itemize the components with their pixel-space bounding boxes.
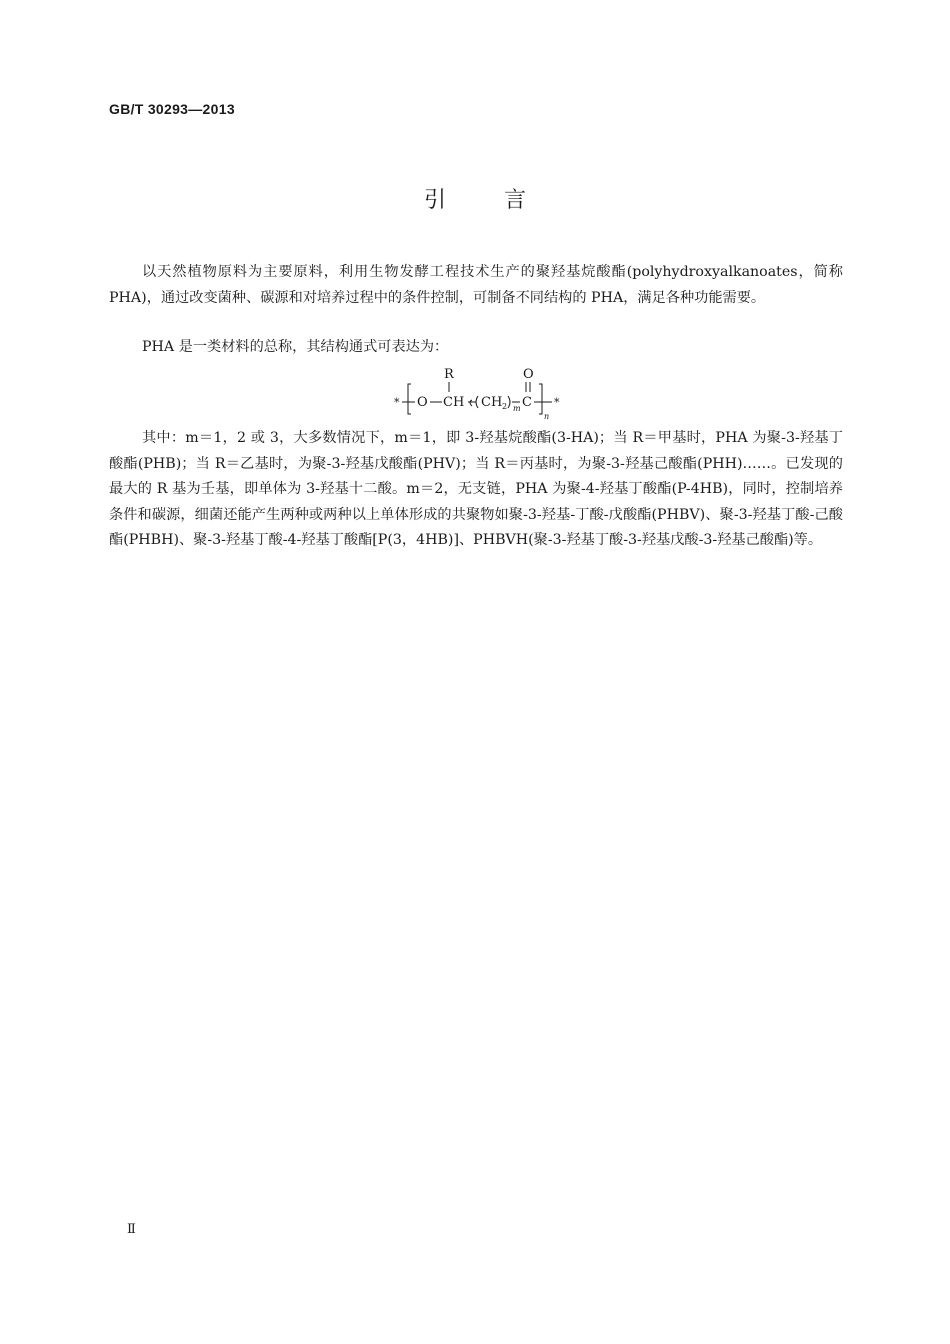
- intro-paragraph-1: 以天然植物原料为主要原料，利用生物发酵工程技术生产的聚羟基烷酸酯(polyhydroxyalkanoates，简称 PHA)，通过改变菌种、碳源和对培养过程中的条件控制，可制备不同结构的 PHA，满足各种功能需要。: [109, 264, 843, 306]
- formula-carbon: C: [522, 395, 532, 410]
- intro-paragraph-3: 其中：m＝1，2 或 3，大多数情况下，m＝1，即 3-羟基烷酸酯(3-HA)；当 R＝甲基时，PHA 为聚-3-羟基丁酸酯(PHB)；当 R＝乙基时，为聚-3-羟基戊酸酯(PHV)；当 R＝丙基时，为聚-3-羟基己酸酯(PHH)……。已发现的最大的 R 基为壬基，即单体为 3-羟基十二酸。m＝2，无支链，PHA 为聚-4-羟基丁酸酯(P-4HB)，同时，控制培养条件和碳源，细菌还能产生两种或两种以上单体形成的共聚物如聚-3-羟基-丁酸-戊酸酯(PHBV)、聚-3-羟基丁酸-己酸酯(PHBH)、聚-3-羟基丁酸-4-羟基丁酸酯[P(3，4HB)]、PHBVH(聚-3-羟基丁酸-3-羟基戊酸-3-羟基己酸酯)等。: [109, 430, 843, 548]
- page-title: 引言: [423, 188, 584, 213]
- formula-ch: CH: [443, 395, 465, 410]
- standard-code: GB/T 30293—2013: [109, 101, 235, 117]
- intro-paragraph-2: PHA 是一类材料的总称，其结构通式可表达为：: [142, 339, 449, 355]
- formula-subscript-m: m: [513, 404, 521, 413]
- formula-subscript-n: n: [544, 412, 550, 421]
- formula-end-left: *: [394, 396, 400, 409]
- formula-substituent-r: R: [444, 367, 454, 382]
- formula-ch2: CH: [481, 395, 503, 410]
- formula-carbonyl-o: O: [523, 367, 534, 382]
- formula-end-right: *: [554, 396, 560, 409]
- formula-ch2-subscript: 2: [502, 402, 508, 411]
- formula-oxygen: O: [417, 395, 428, 410]
- pha-structural-formula: [392, 362, 572, 422]
- page-number: Ⅱ: [127, 1222, 136, 1237]
